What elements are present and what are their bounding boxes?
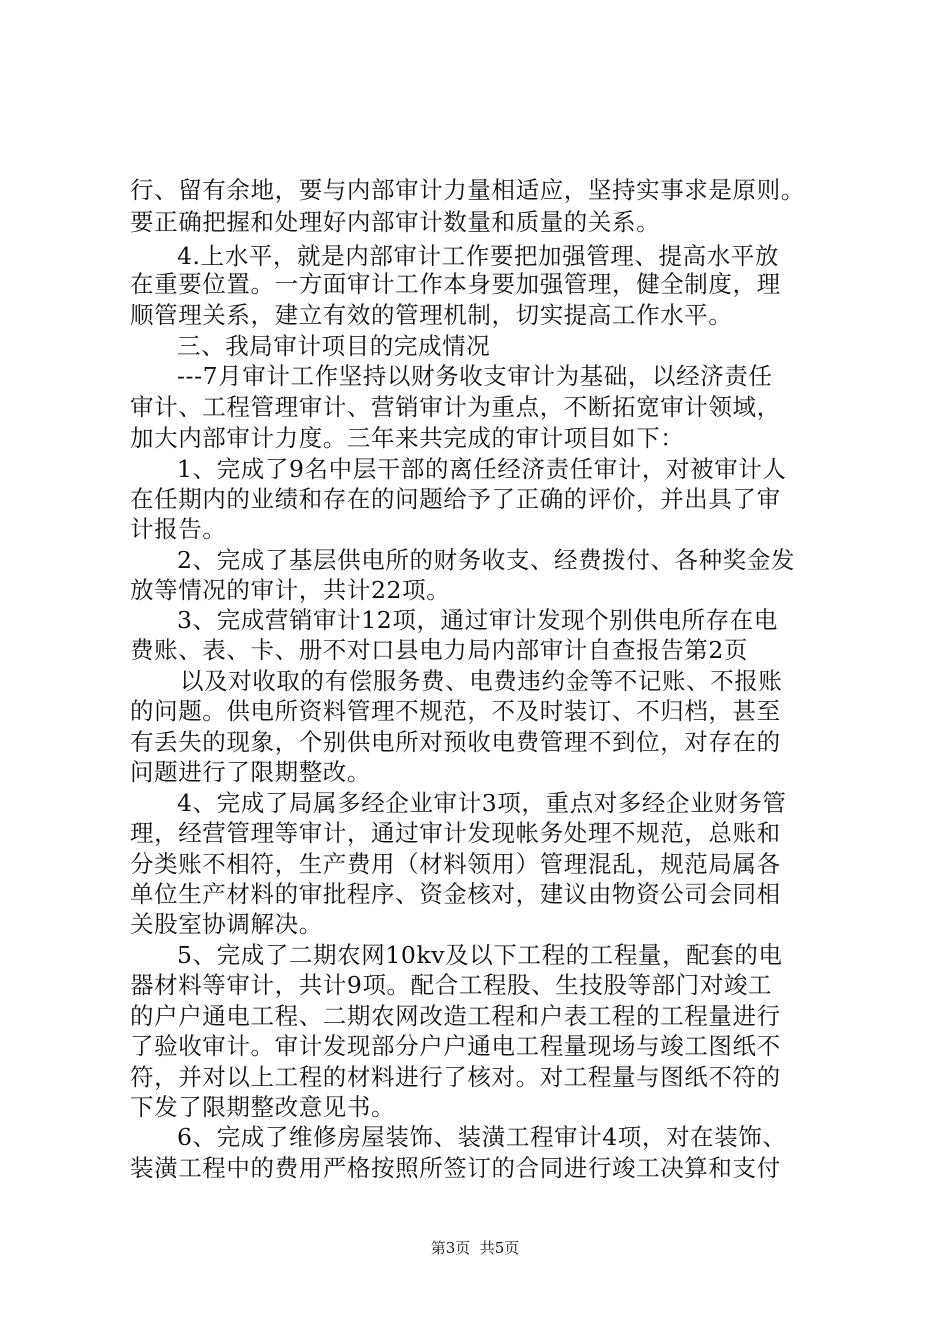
text-line: 单位生产材料的审批程序、资金核对，建议由物资公司会同相 bbox=[130, 880, 781, 908]
text-line: 下发了限期整改意见书。 bbox=[130, 1093, 396, 1121]
text-line: 在重要位置。一方面审计工作本身要加强管理，健全制度，理 bbox=[130, 270, 781, 298]
text-line: 以及对收取的有偿服务费、电费违约金等不记账、不报账 bbox=[180, 667, 783, 695]
text-line: 器材料等审计，共计9项。配合工程股、生技股等部门对竣工 bbox=[130, 971, 773, 999]
text-line: ---7月审计工作坚持以财务收支审计为基础，以经济责任 bbox=[177, 362, 773, 390]
text-line: 要正确把握和处理好内部审计数量和质量的关系。 bbox=[130, 208, 661, 236]
text-line: 计报告。 bbox=[130, 515, 227, 543]
text-line: 顺管理关系，建立有效的管理机制，切实提高工作水平。 bbox=[130, 301, 733, 329]
text-line: 有丢失的现象，个别供电所对预收电费管理不到位，对存在的 bbox=[130, 728, 781, 756]
text-line: 问题进行了限期整改。 bbox=[130, 758, 371, 786]
text-line: 1、完成了9名中层干部的离任经济责任审计，对被审计人 bbox=[177, 455, 787, 483]
page-number-footer: 第3页 共5页 bbox=[430, 1239, 520, 1257]
text-line: 4、完成了局属多经企业审计3项，重点对多经企业财务管 bbox=[177, 789, 787, 817]
text-line: 在任期内的业绩和存在的问题给予了正确的评价，并出具了审 bbox=[130, 485, 781, 513]
text-line: 3、完成营销审计12项，通过审计发现个别供电所存在电 bbox=[177, 606, 778, 634]
text-line: 三、我局审计项目的完成情况 bbox=[177, 332, 491, 360]
text-line: 6、完成了维修房屋装饰、装潢工程审计4项，对在装饰、 bbox=[177, 1123, 787, 1151]
text-line: 费账、表、卡、册不对口县电力局内部审计自查报告第2页 bbox=[130, 636, 749, 664]
text-line: 审计、工程管理审计、营销审计为重点，不断拓宽审计领域， bbox=[130, 393, 781, 421]
text-line: 了验收审计。审计发现部分户户通电工程量现场与竣工图纸不 bbox=[130, 1032, 781, 1060]
text-line: 符，并对以上工程的材料进行了核对。对工程量与图纸不符的 bbox=[130, 1063, 781, 1091]
text-line: 放等情况的审计，共计22项。 bbox=[130, 576, 451, 604]
text-line: 2、完成了基层供电所的财务收支、经费拨付、各种奖金发 bbox=[177, 546, 796, 574]
text-line: 4.上水平，就是内部审计工作要把加强管理、提高水平放 bbox=[177, 242, 780, 270]
text-line: 的问题。供电所资料管理不规范，不及时装订、不归档，甚至 bbox=[130, 697, 781, 725]
text-line: 分类账不相符，生产费用（材料领用）管理混乱，规范局属各 bbox=[130, 850, 781, 878]
text-line: 关股室协调解决。 bbox=[130, 910, 323, 938]
text-line: 行、留有余地，要与内部审计力量相适应，坚持实事求是原则。 bbox=[130, 176, 805, 204]
text-line: 5、完成了二期农网10kv及以下工程的工程量，配套的电 bbox=[177, 941, 783, 969]
text-line: 装潢工程中的费用严格按照所签订的合同进行竣工决算和支付 bbox=[130, 1154, 781, 1182]
text-line: 的户户通电工程、二期农网改造工程和户表工程的工程量进行 bbox=[130, 1002, 781, 1030]
text-line: 加大内部审计力度。三年来共完成的审计项目如下： bbox=[130, 424, 685, 452]
text-line: 理，经营管理等审计，通过审计发现帐务处理不规范，总账和 bbox=[130, 819, 781, 847]
